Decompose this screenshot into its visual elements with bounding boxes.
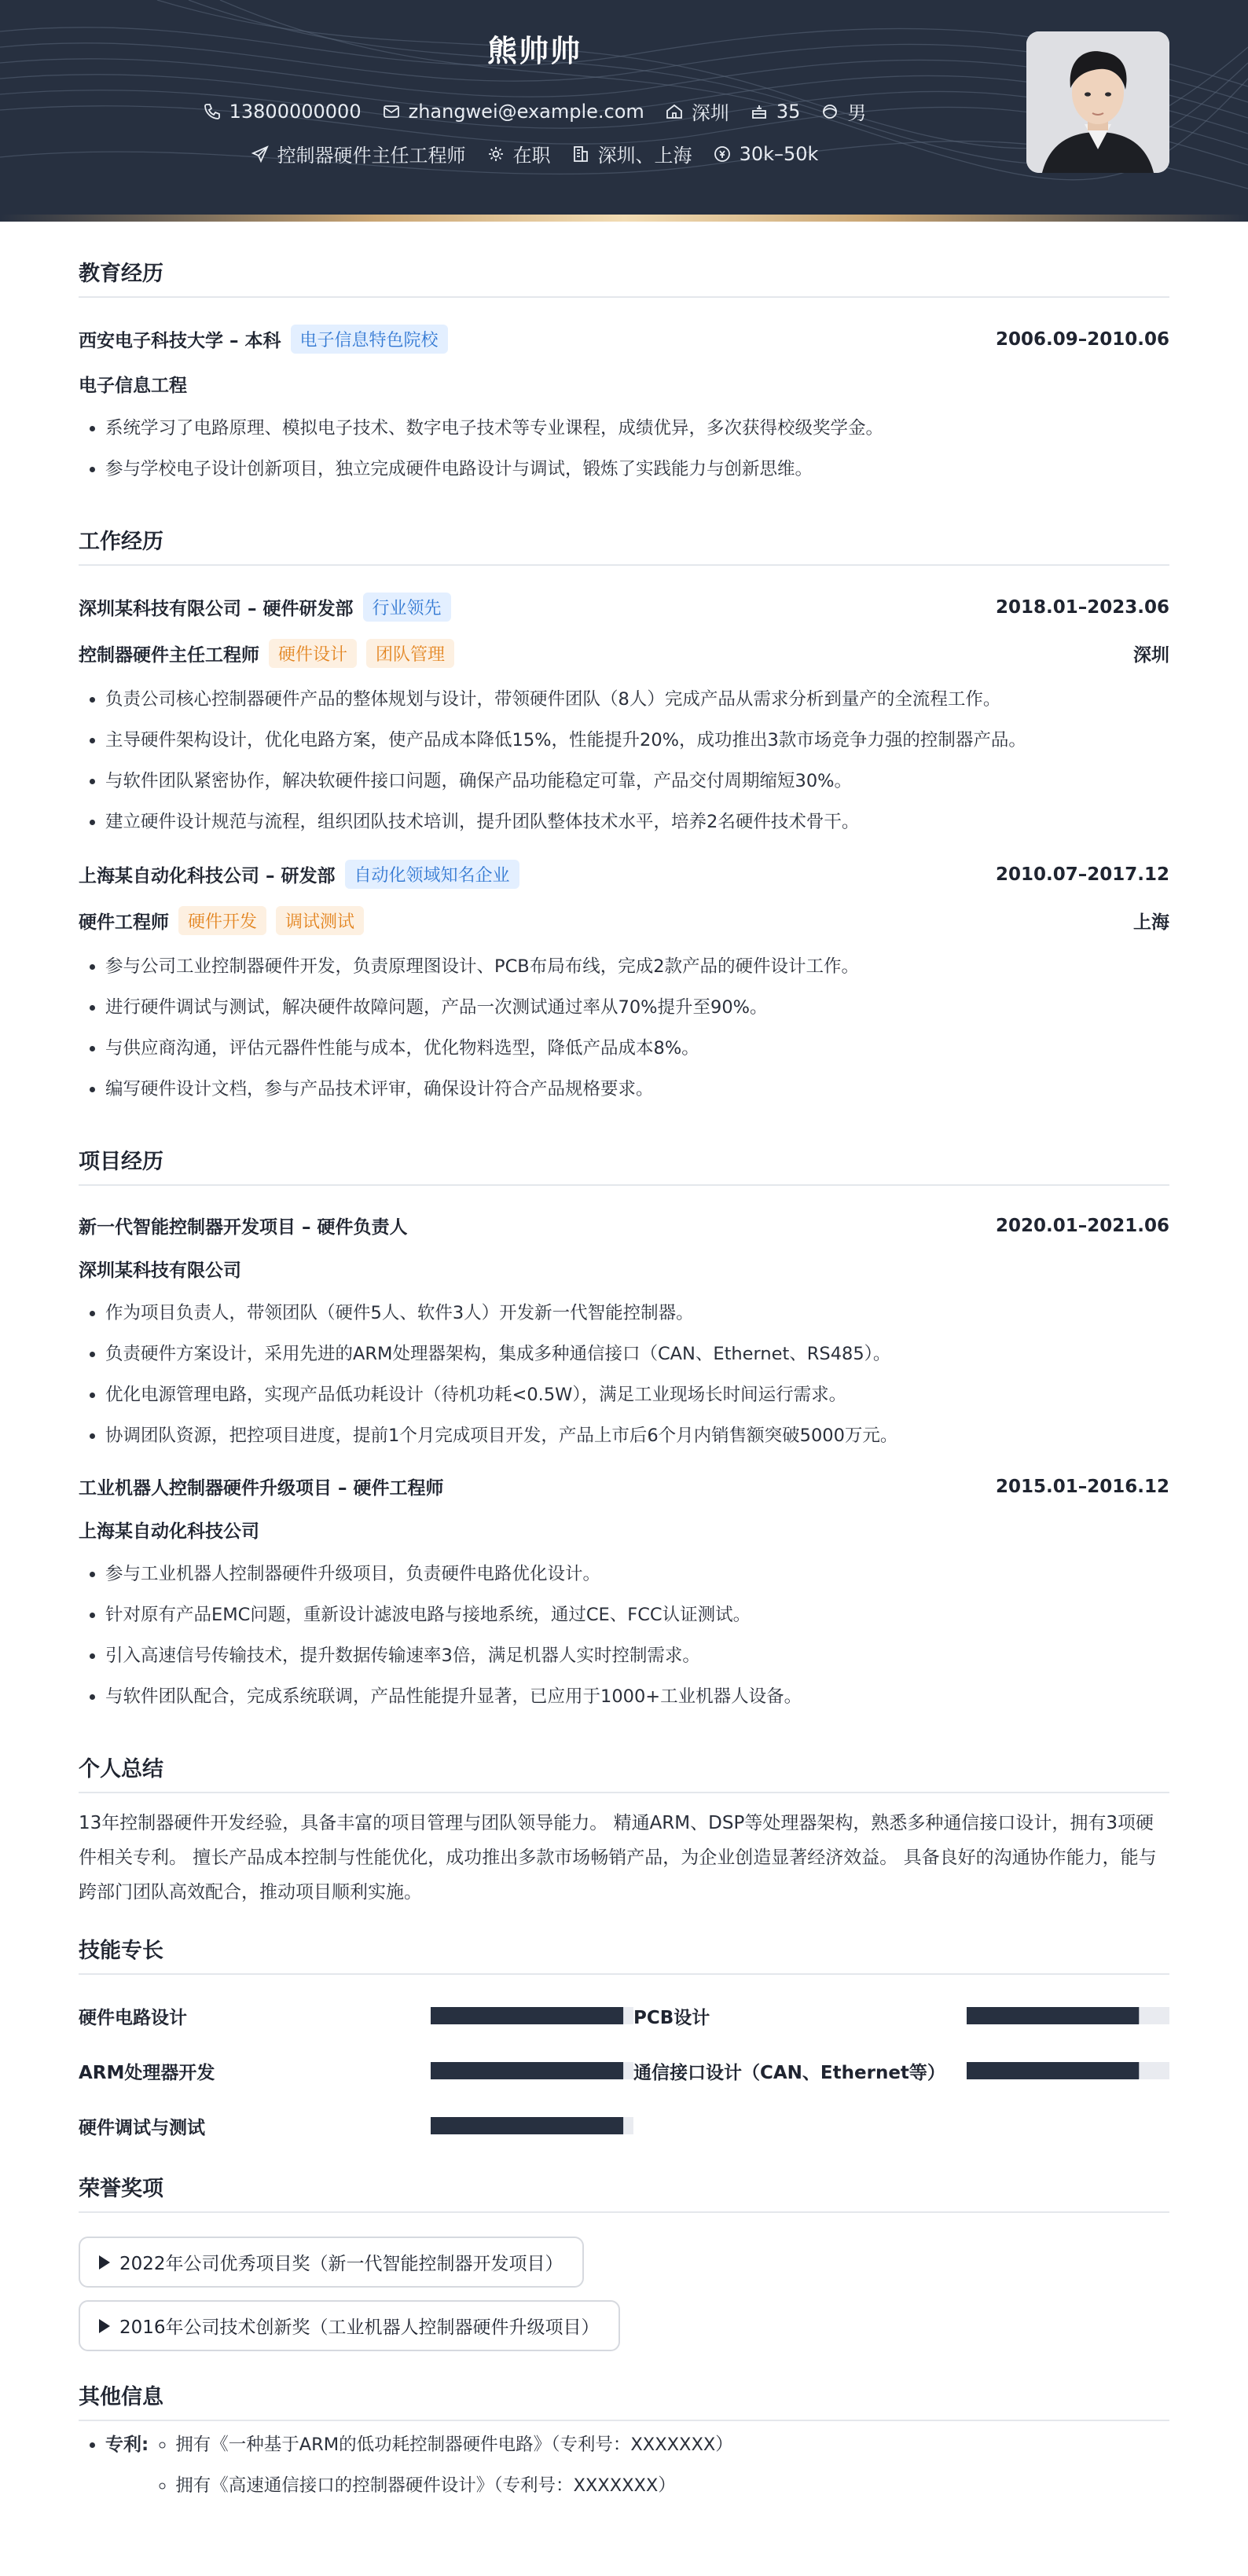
- company-tag: 行业领先: [363, 593, 451, 622]
- skill-bar-fill: [431, 2007, 623, 2024]
- education-major: 电子信息工程: [79, 376, 187, 396]
- education-date: 2006.09–2010.06: [995, 328, 1169, 350]
- awards-list: [79, 2226, 1169, 2351]
- list-item: [105, 2424, 1169, 2506]
- list-item: • 系统学习了电路原理、模拟电子技术、数字电子技术等专业课程，成绩优异，多次获得校级奖学金。: [105, 408, 1169, 449]
- award-item[interactable]: [79, 2237, 584, 2288]
- phone-item: [203, 101, 362, 123]
- list-item: • 与供应商沟通，评估元器件性能与成本，优化物料选型，降低产品成本8%。: [105, 1028, 1169, 1069]
- phone-text: 13800000000: [229, 100, 362, 123]
- email-text: zhangwei@example.com: [408, 100, 644, 123]
- work-date: 2010.07–2017.12: [995, 864, 1169, 885]
- patent-item: ◦ 拥有《高速通信接口的控制器硬件设计》（专利号：XXXXXXX）: [175, 2465, 733, 2506]
- skill-bar: [431, 2062, 633, 2079]
- list-item: • 参与工业机器人控制器硬件升级项目，负责硬件电路优化设计。: [105, 1554, 1169, 1594]
- skill-tag: 团队管理: [366, 639, 454, 668]
- play-triangle-icon: [99, 2319, 110, 2333]
- list-item: • 进行硬件调试与测试，解决硬件故障问题，产品一次测试通过率从70%提升至90%。: [105, 987, 1169, 1028]
- skill-bar: [431, 2117, 633, 2134]
- section-awards-title: 荣誉奖项: [79, 2171, 1169, 2213]
- candidate-name: 熊帅帅: [486, 34, 582, 68]
- list-item: • 参与公司工业控制器硬件开发，负责原理图设计、PCB布局布线，完成2款产品的硬件设计工作。: [105, 946, 1169, 987]
- play-triangle-icon: [99, 2255, 110, 2270]
- project-entry-head: [79, 1473, 1169, 1499]
- patent-item: ◦ 拥有《一种基于ARM的低功耗控制器硬件电路》（专利号：XXXXXXX）: [175, 2424, 733, 2465]
- skill-name: 通信接口设计（CAN、Ethernet等）: [633, 2062, 945, 2083]
- other-list: [79, 2424, 1169, 2506]
- resume-body: [79, 222, 1169, 2506]
- project-bullets: [79, 1293, 1169, 1456]
- work-city: 深圳: [1133, 645, 1169, 666]
- company-name: 深圳某科技有限公司 – 硬件研发部: [79, 599, 354, 619]
- patents-label: • 专利:: [105, 2435, 149, 2455]
- age-item: [750, 101, 801, 123]
- list-item: • 优化电源管理电路，实现产品低功耗设计（待机功耗<0.5W），满足工业现场长时间运行需求。: [105, 1374, 1169, 1415]
- skill-name: 硬件调试与测试: [79, 2117, 205, 2138]
- skills-grid: [79, 1998, 1169, 2143]
- work-title-row: [79, 906, 1169, 935]
- skill-bar: [431, 2007, 633, 2024]
- section-projects-title: 项目经历: [79, 1144, 1169, 1186]
- education-entry-head: [79, 325, 1169, 354]
- project-company: 上海某自动化科技公司: [79, 1521, 259, 1542]
- skill-tag: 硬件设计: [269, 639, 357, 668]
- skill-bar: [967, 2007, 1169, 2024]
- skill-bar-fill: [431, 2117, 623, 2134]
- city-item: [665, 97, 729, 125]
- job-title: 控制器硬件主任工程师: [79, 645, 259, 666]
- list-item: • 作为项目负责人，带领团队（硬件5人、软件3人）开发新一代智能控制器。: [105, 1293, 1169, 1334]
- list-item: • 负责公司核心控制器硬件产品的整体规划与设计，带领硬件团队（8人）完成产品从需求分析到量产的全流程工作。: [105, 679, 1169, 720]
- gear-icon: [486, 145, 505, 163]
- salary-item: [713, 143, 819, 165]
- list-item: • 与软件团队紧密协作，解决软硬件接口问题，确保产品功能稳定可靠，产品交付周期缩短30%。: [105, 761, 1169, 802]
- job-title: 硬件工程师: [79, 912, 169, 933]
- skill-name: ARM处理器开发: [79, 2062, 215, 2083]
- project-company-row: [79, 1517, 1169, 1543]
- work-entry-head: [79, 593, 1169, 622]
- work-bullets: [79, 946, 1169, 1110]
- list-item: • 编写硬件设计文档，参与产品技术评审，确保设计符合产品规格要求。: [105, 1069, 1169, 1110]
- project-bullets: [79, 1554, 1169, 1717]
- project-date: 2015.01–2016.12: [995, 1476, 1169, 1497]
- position-item: [251, 140, 466, 167]
- list-item: • 引入高速信号传输技术，提升数据传输速率3倍，满足机器人实时控制需求。: [105, 1635, 1169, 1676]
- skill-item: [633, 2053, 1169, 2088]
- work-date: 2018.01–2023.06: [995, 596, 1169, 618]
- status-text: 在职: [512, 145, 551, 167]
- cake-icon: [750, 102, 769, 121]
- award-item[interactable]: [79, 2300, 620, 2351]
- coin-icon: [713, 145, 732, 163]
- gender-text: 男: [847, 102, 867, 124]
- email-item: [382, 101, 644, 123]
- mail-icon: [382, 102, 401, 121]
- list-item: • 建立硬件设计规范与流程，组织团队技术培训，提升团队整体技术水平，培养2名硬件技术骨干。: [105, 802, 1169, 842]
- skill-bar-fill: [431, 2062, 623, 2079]
- work-bullets: [79, 679, 1169, 842]
- skill-item: [79, 2053, 633, 2088]
- skill-name: PCB设计: [633, 2007, 710, 2028]
- skill-item: [79, 1998, 633, 2033]
- project-entry-head: [79, 1213, 1169, 1238]
- list-item: • 参与学校电子设计创新项目，独立完成硬件电路设计与调试，锻炼了实践能力与创新思维。: [105, 449, 1169, 490]
- building-icon: [571, 145, 590, 163]
- work-title-row: [79, 639, 1169, 668]
- city-text: 深圳: [691, 102, 729, 124]
- list-item: • 与软件团队配合，完成系统联调，产品性能提升显著，已应用于1000+工业机器人设备。: [105, 1676, 1169, 1717]
- list-item: • 针对原有产品EMC问题，重新设计滤波电路与接地系统，通过CE、FCC认证测试。: [105, 1594, 1169, 1635]
- section-education-title: 教育经历: [79, 256, 1169, 298]
- section-skills-title: 技能专长: [79, 1933, 1169, 1975]
- salary-text: 30k–50k: [739, 142, 819, 165]
- section-other-title: 其他信息: [79, 2380, 1169, 2421]
- resume-header: [0, 0, 1248, 222]
- list-item: • 协调团队资源，把控项目进度，提前1个月完成项目开发，产品上市后6个月内销售额突破5000万元。: [105, 1415, 1169, 1456]
- skill-bar-fill: [967, 2007, 1139, 2024]
- education-bullets: [79, 408, 1169, 490]
- avatar: [1026, 31, 1169, 173]
- list-item: • 负责硬件方案设计，采用先进的ARM处理器架构，集成多种通信接口（CAN、Ethernet、RS485）。: [105, 1334, 1169, 1374]
- company-tag: 自动化领域知名企业: [345, 860, 519, 889]
- school-name: 西安电子科技大学 – 本科: [79, 331, 281, 351]
- skill-item: [633, 1998, 1169, 2033]
- position-text: 控制器硬件主任工程师: [277, 145, 466, 167]
- locations-item: [571, 140, 692, 167]
- award-text: 2016年公司技术创新奖（工业机器人控制器硬件升级项目）: [119, 2317, 600, 2338]
- status-item: [486, 140, 551, 167]
- project-name: 工业机器人控制器硬件升级项目 – 硬件工程师: [79, 1478, 444, 1499]
- portrait-photo: [1026, 31, 1169, 173]
- project-company-row: [79, 1256, 1169, 1282]
- send-icon: [251, 145, 270, 163]
- gender-item: [820, 97, 866, 125]
- project-company: 深圳某科技有限公司: [79, 1260, 241, 1281]
- skill-item: [79, 2108, 633, 2143]
- home-icon: [665, 102, 684, 121]
- skill-tag: 调试测试: [276, 906, 364, 935]
- phone-icon: [203, 102, 222, 121]
- section-summary-title: 个人总结: [79, 1752, 1169, 1793]
- skill-bar-fill: [967, 2062, 1139, 2079]
- skill-bar: [967, 2062, 1169, 2079]
- section-work-title: 工作经历: [79, 524, 1169, 566]
- company-name: 上海某自动化科技公司 – 研发部: [79, 866, 336, 886]
- project-name: 新一代智能控制器开发项目 – 硬件负责人: [79, 1217, 408, 1238]
- education-major-row: [79, 371, 1169, 397]
- header-gold-line: [0, 215, 1248, 222]
- contact-row: [0, 97, 1069, 125]
- list-item: • 主导硬件架构设计，优化电路方案，使产品成本降低15%，性能提升20%，成功推出3款市场竞争力强的控制器产品。: [105, 720, 1169, 761]
- school-tag: 电子信息特色院校: [291, 325, 448, 354]
- job-row: [0, 140, 1069, 167]
- summary-text: 13年控制器硬件开发经验，具备丰富的项目管理与团队领导能力。 精通ARM、DSP等处理器架构，熟悉多种通信接口设计，拥有3项硬件相关专利。 擅长产品成本控制与性能优化，成功推出多款市场畅销产品，为企业创造显著经济效益。 具备良好的沟通协作能力，能与跨部门团队高效配合，推动项目顺利实施。: [79, 1813, 1157, 1903]
- work-entry-head: [79, 860, 1169, 889]
- patents-block: [105, 2424, 1169, 2506]
- award-text: 2022年公司优秀项目奖（新一代智能控制器开发项目）: [119, 2254, 563, 2274]
- age-text: 35: [776, 100, 801, 123]
- locations-text: 深圳、上海: [597, 145, 692, 167]
- skill-name: 硬件电路设计: [79, 2007, 187, 2028]
- person-icon: [820, 102, 839, 121]
- work-city: 上海: [1133, 912, 1169, 933]
- skill-tag: 硬件开发: [178, 906, 266, 935]
- project-date: 2020.01–2021.06: [995, 1215, 1169, 1236]
